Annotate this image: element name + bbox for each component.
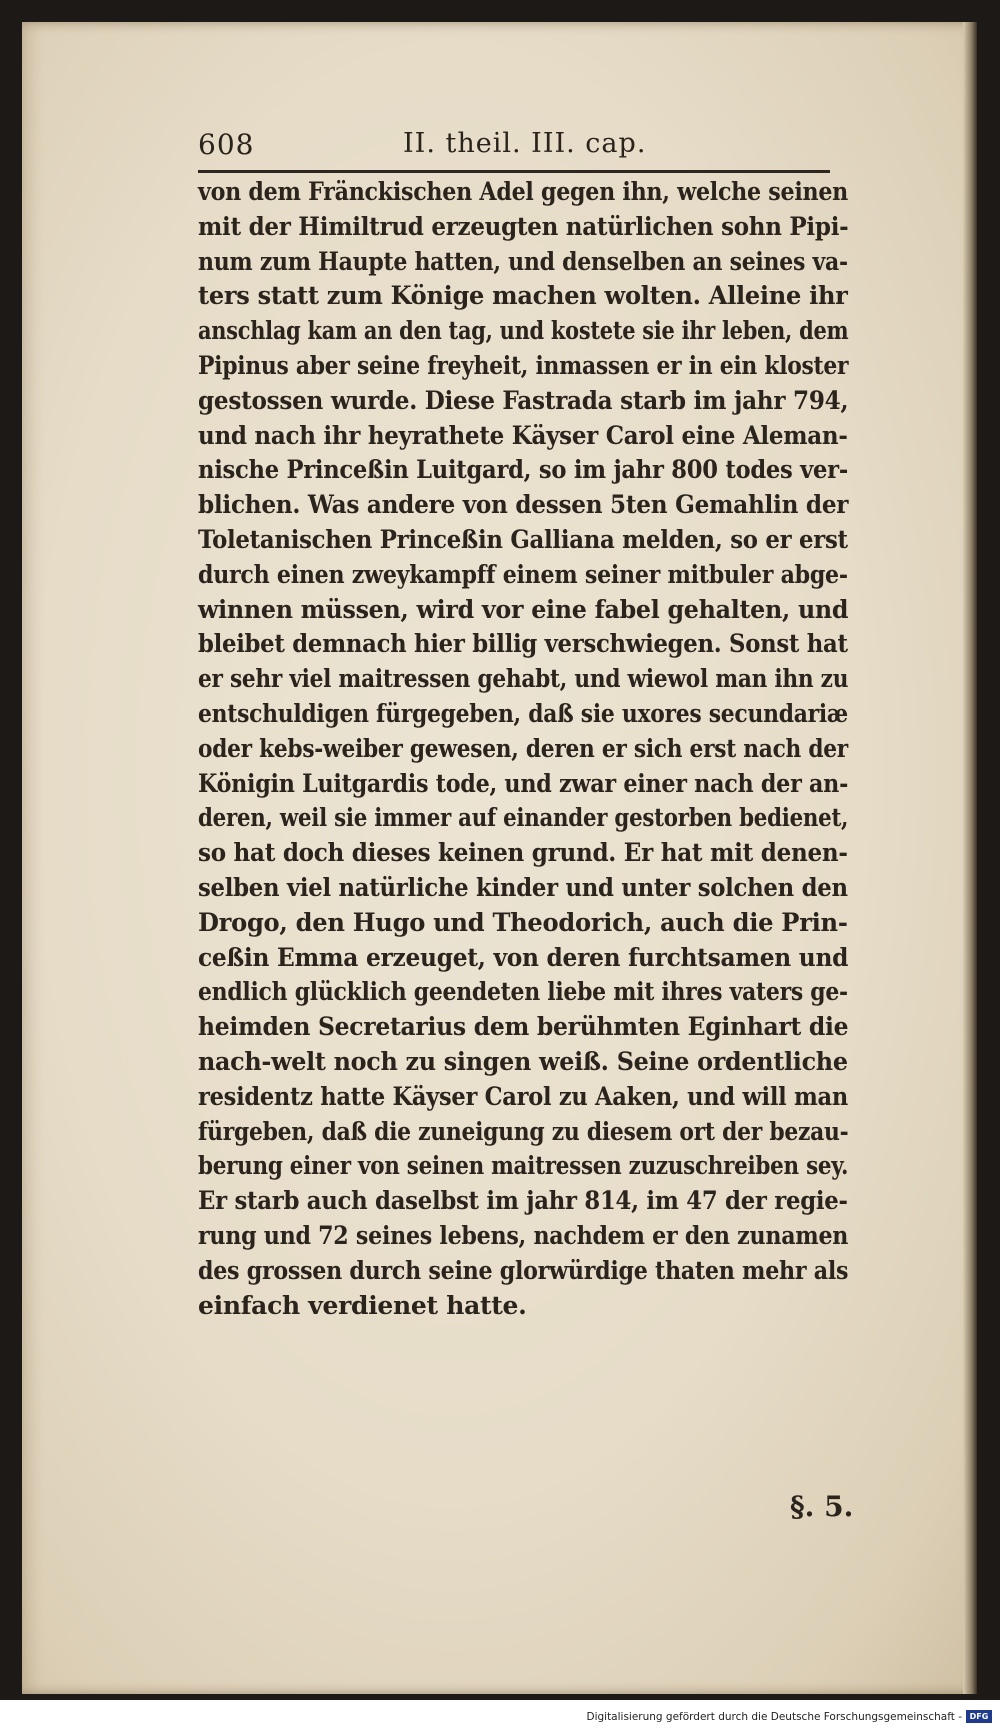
text-line: und nach ihr heyrathete Käyser Carol eine Aleman- xyxy=(198,419,848,450)
text-line: oder kebs-weiber gewesen, deren er sich erst nach der xyxy=(198,732,848,763)
text-line: durch einen zweykampff einem seiner mitbuler abge- xyxy=(198,558,848,589)
text-line: entschuldigen fürgegeben, daß sie uxores secundariæ xyxy=(198,697,848,728)
text-line: selben viel natürliche kinder und unter solchen den xyxy=(198,871,848,902)
running-title: II. theil. III. cap. xyxy=(403,128,647,159)
text-line: gestossen wurde. Diese Fastrada starb im jahr 794, xyxy=(198,384,849,415)
text-line: nische Princeßin Luitgard, so im jahr 800 todes ver- xyxy=(198,454,848,485)
text-line: nach-welt noch zu singen weiß. Seine ordentliche xyxy=(198,1045,848,1076)
text-line: winnen müssen, wird vor eine fabel gehalten, und xyxy=(198,593,849,624)
text-line: einfach verdienet hatte. xyxy=(198,1289,527,1320)
text-line: er sehr viel maitressen gehabt, und wiewol man ihn zu xyxy=(198,663,849,694)
text-line: num zum Haupte hatten, und denselben an seines va- xyxy=(198,245,848,276)
text-line: mit der Himiltrud erzeugten natürlichen sohn Pipi- xyxy=(198,210,849,241)
footer-credit: Digitalisierung gefördert durch die Deutsche Forschungsgemeinschaft - xyxy=(586,1711,962,1723)
text-line: heimden Secretarius dem berühmten Eginhart die xyxy=(198,1011,849,1042)
text-line: Er starb auch daselbst im jahr 814, im 47 der regie- xyxy=(198,1185,848,1216)
text-line: fürgeben, daß die zuneigung zu diesem ort der bezau- xyxy=(198,1115,849,1146)
body-text xyxy=(198,174,858,1322)
text-line: Toletanischen Princeßin Galliana melden, so er erst xyxy=(198,523,848,554)
text-line: ters statt zum Könige machen wolten. Alleine ihr xyxy=(198,280,848,311)
page-number: 608 xyxy=(198,128,255,161)
catchword: §. 5. xyxy=(790,1490,854,1523)
text-line: deren, weil sie immer auf einander gestorben bedienet, xyxy=(198,802,849,833)
text-line: ceßin Emma erzeuget, von deren furchtsamen und xyxy=(198,941,849,972)
text-line: rung und 72 seines lebens, nachdem er den zunamen xyxy=(198,1219,849,1250)
text-line: Pipinus aber seine freyheit, inmassen er in ein kloster xyxy=(198,349,849,380)
header-rule xyxy=(198,170,830,173)
text-line: endlich glücklich geendeten liebe mit ihres vaters ge- xyxy=(198,976,848,1007)
text-line: anschlag kam an den tag, und kostete sie ihr leben, dem xyxy=(198,315,849,346)
text-line: von dem Fränckischen Adel gegen ihn, welche seinen xyxy=(198,176,849,206)
page-header xyxy=(198,128,838,168)
text-line: des grossen durch seine glorwürdige thaten mehr als xyxy=(198,1254,849,1285)
footer-bar xyxy=(0,1700,1000,1735)
text-line: residentz hatte Käyser Carol zu Aaken, und will man xyxy=(198,1080,848,1111)
text-line: berung einer von seinen maitressen zuzuschreiben sey. xyxy=(198,1150,849,1181)
text-line: Königin Luitgardis tode, und zwar einer nach der an- xyxy=(198,767,849,798)
text-line: bleibet demnach hier billig verschwiegen. Sonst hat xyxy=(198,628,848,659)
text-line: Drogo, den Hugo und Theodorich, auch die Prin- xyxy=(198,906,848,937)
dfg-logo: DFG xyxy=(966,1710,992,1723)
page-spine-edge xyxy=(963,22,977,1694)
text-line: blichen. Was andere von dessen 5ten Gemahlin der xyxy=(198,489,849,520)
text-line: so hat doch dieses keinen grund. Er hat mit denen- xyxy=(198,837,848,868)
